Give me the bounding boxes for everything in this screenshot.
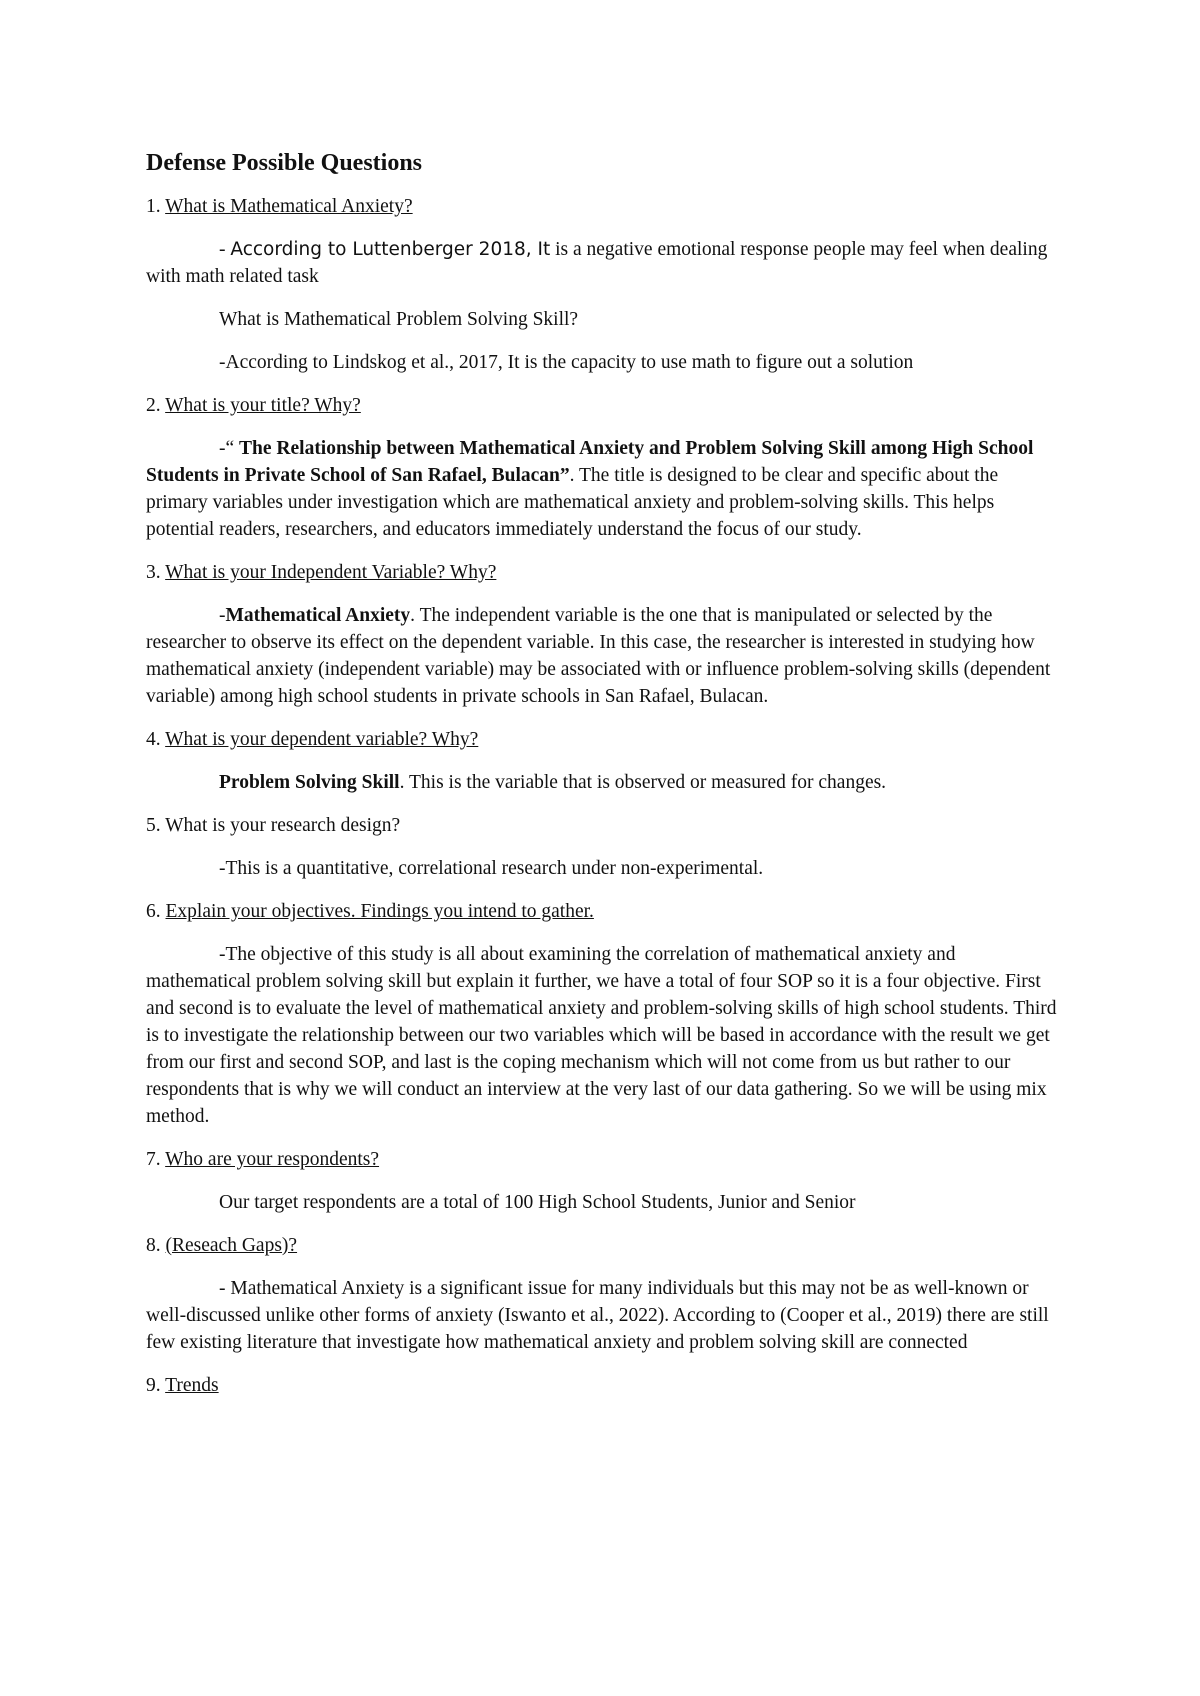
question-3: 3. What is your Independent Variable? Why? (146, 562, 497, 583)
document-title: Defense Possible Questions (146, 150, 422, 176)
question-3-text: What is your Independent Variable? Why? (165, 562, 497, 583)
question-2-text: What is your title? Why? (165, 395, 361, 416)
study-title: The Relationship between Mathematical Anxiety and Problem Solving Skill among High School Students in Private School of San Rafael, Bulacan” (146, 438, 1034, 486)
question-5: 5. What is your research design? (146, 815, 401, 836)
answer-1-citation: According to Luttenberger 2018, It (230, 239, 551, 260)
sub-question-1: What is Mathematical Problem Solving Skill? (219, 309, 579, 330)
question-4-text: What is your dependent variable? Why? (165, 729, 479, 750)
question-9-text: Trends (165, 1375, 219, 1396)
answer-4: Problem Solving Skill. This is the variable that is observed or measured for changes. (219, 772, 887, 793)
question-1: 1. What is Mathematical Anxiety? (146, 196, 413, 217)
question-6: 6. Explain your objectives. Findings you intend to gather. (146, 901, 594, 922)
document-body (146, 148, 1062, 1415)
answer-8: - Mathematical Anxiety is a significant issue for many individuals but this may not be as well-known or well-discussed unlike other forms of anxiety (Iswanto et al., 2022). According to (Cooper et al., 2019) there are still few existing literature that investigate how mathematical anxiety and problem solving skill are connected (146, 1278, 1049, 1353)
question-7-text: Who are your respondents? (165, 1149, 380, 1170)
question-9: 9. Trends (146, 1375, 219, 1396)
question-2: 2. What is your title? Why? (146, 395, 361, 416)
question-4: 4. What is your dependent variable? Why? (146, 729, 479, 750)
question-1-text: What is Mathematical Anxiety? (165, 196, 413, 217)
sub-answer-1: -According to Lindskog et al., 2017, It is the capacity to use math to figure out a solution (219, 352, 914, 373)
answer-5: -This is a quantitative, correlational research under non-experimental. (219, 858, 764, 879)
answer-7: Our target respondents are a total of 100 High School Students, Junior and Senior (219, 1192, 856, 1213)
question-5-text: What is your research design? (165, 815, 401, 836)
answer-3: -Mathematical Anxiety. The independent variable is the one that is manipulated or selected by the researcher to observe its effect on the dependent variable. In this case, the researcher is interested in studying how mathematical anxiety (independent variable) may be associated with or influence problem-solving skills (dependent variable) among high school students in private schools in San Rafael, Bulacan. (146, 605, 1051, 707)
answer-2: -“ The Relationship between Mathematical Anxiety and Problem Solving Skill among High School Students in Private School of San Rafael, Bulacan”. The title is designed to be clear and specific about the primary variables under investigation which are mathematical anxiety and problem-solving skills. This helps potential readers, researchers, and educators immediately understand the focus of our study. (146, 438, 1034, 540)
question-8-text: (Reseach Gaps)? (165, 1235, 298, 1256)
answer-6: -The objective of this study is all about examining the correlation of mathematical anxiety and mathematical problem solving skill but explain it further, we have a total of four SOP so it is a four objective. First and second is to evaluate the level of mathematical anxiety and problem-solving skills of high school students. Third is to investigate the relationship between our two variables which will be based in accordance with the result we get from our first and second SOP, and last is the coping mechanism which will not come from us but rather to our respondents that is why we will conduct an interview at the very last of our data gathering. So we will be using mix method. (146, 944, 1057, 1127)
question-7: 7. Who are your respondents? (146, 1149, 380, 1170)
answer-1: - According to Luttenberger 2018, It is a negative emotional response people may feel when dealing with math related task (146, 239, 1048, 287)
independent-variable: Mathematical Anxiety (225, 605, 411, 626)
question-6-text: Explain your objectives. Findings you intend to gather. (165, 901, 594, 922)
dependent-variable: Problem Solving Skill (219, 772, 400, 793)
question-8: 8. (Reseach Gaps)? (146, 1235, 298, 1256)
